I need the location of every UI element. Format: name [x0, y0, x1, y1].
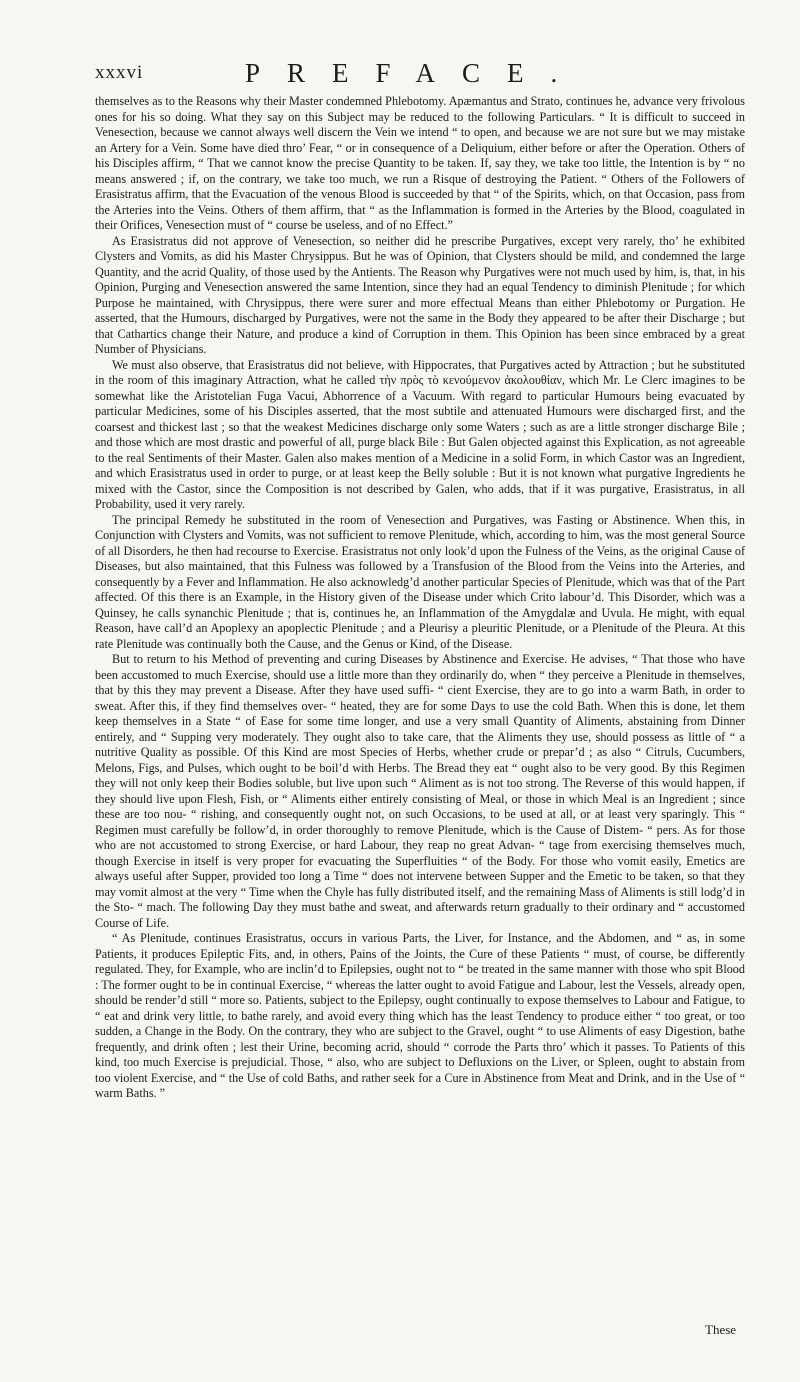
- paragraph: We must also observe, that Erasistratus did not believe, with Hippocrates, that Purgatives acted by Attraction ; but he substituted in the room of this imaginary Attraction, what he called τὴν πρὸς τὸ κενούμενον ἀκολουθίαν, which Mr. Le Clerc imagines to be somewhat like the Aristotelian Fuga Vacui, Abhorrence of a Vacuum. With regard to particular Humours being evacuated by particular Medicines, some of his Disciples asserted, that the most subtile and attenuated Humours were discharged first, and the coarsest and thickest last ; so that the weakest Medicines discharge only some Waters ; such as are a little stronger discharge Bile ; and those which are most drastic and powerful of all, purge black Bile : But Galen objected against this Explication, as not agreeable to the real Sentiments of their Master. Galen also makes mention of a Medicine in a solid Form, in which Castor was an Ingredient, and which Erasistratus used in order to purge, or at least keep the Belly soluble : But it is not known what purgative Ingredients he mixed with the Castor, since the Composition is not described by Galen, who adds, that if it was purgative, Erasistratus, in all Probability, used it very rarely.: [95, 357, 745, 511]
- page-number: xxxvi: [95, 62, 144, 83]
- page-header: [95, 58, 755, 90]
- paragraph: themselves as to the Reasons why their Master condemned Phlebotomy. Apæmantus and Strato, continues he, advance very frivolous ones for his so doing. What they say on this Subject may be reduced to the following Particulars. “ It is difficult to succeed in Venesection, because we cannot always well discern the Vein we intend “ to open, and because we are not sure but we may mistake an Artery for a Vein. Some have died thro’ Fear, “ or in consequence of a Deliquium, either before or after the Operation. Others of his Disciples affirm, “ That we cannot know the precise Quantity to be taken. If, say they, we take too little, the Intention is by “ no means answered ; if, on the contrary, we take too much, we run a Risque of destroying the Patient. “ Others of the Followers of Erasistratus affirm, that the Evacuation of the venous Blood is succeeded by that “ of the Spirits, which, on that Occasion, pass from the Arteries into the Veins. Others of them affirm, that “ as the Inflammation is formed in the Arteries by the Blood, coagulated in their Orifices, Venesection must of “ course be useless, and of no Effect.”: [95, 94, 745, 232]
- paragraph: As Erasistratus did not approve of Venesection, so neither did he prescribe Purgatives, except very rarely, tho’ he exhibited Clysters and Vomits, as did his Master Chrysippus. But he was of Opinion, that Clysters should be mild, and condemned the large Quantity, and the acrid Quality, of those used by the Antients. The Reason why Purgatives were not much used by him, is, that, in his Opinion, Purging and Venesection answered the same Intention, since they had an equal Tendency to diminish Plenitude ; for which Purpose he maintained, with Chrysippus, there were surer and more effectual Means than either Phlebotomy or Purgation. He asserted, that the Humours, discharged by Purgatives, were not the same in the Body they appeared to be after their Discharge ; but that Cathartics change their Nature, and produce a kind of Corruption in them. This Opinion has been since embraced by a great Number of Physicians.: [95, 233, 745, 356]
- catchword: These: [705, 1322, 737, 1337]
- body-text: [95, 94, 745, 1102]
- running-title: PREFACE.: [245, 58, 585, 88]
- paragraph: “ As Plenitude, continues Erasistratus, occurs in various Parts, the Liver, for Instance, and the Abdomen, and “ as, in some Patients, it produces Epileptic Fits, and, in others, Pains of the Joints, the Cure of these Patients “ must, of course, be differently regulated. They, for Example, who are inclin’d to Epilepsies, ought not to “ be treated in the same manner with those who spit Blood : The former ought to be in continual Exercise, “ whereas the latter ought to avoid Fatigue and Labour, lest the Vessels, already open, should be render’d still “ more so. Patients, subject to the Epilepsy, ought continually to expose themselves to Labour and Fatigue, to “ eat and drink very little, to bathe rarely, and avoid every thing which has the least Tendency to produce either “ too great, or too sudden, a Change in the Body. On the contrary, they who are subject to the Gravel, ought “ to use Aliments of easy Digestion, bathe frequently, and drink often ; lest their Urine, becoming acrid, should “ corrode the Parts thro’ which it passes. To Patients of this kind, too much Exercise is prejudicial. Those, “ also, who are subject to Defluxions on the Liver, or Spleen, ought to abstain from too violent Exercise, and “ the Use of cold Baths, and rather seek for a Cure in Abstinence from Meat and Drink, and in the Use of “ warm Baths. ”: [95, 931, 745, 1100]
- paragraph: The principal Remedy he substituted in the room of Venesection and Purgatives, was Fasting or Abstinence. When this, in Conjunction with Clysters and Vomits, was not sufficient to remove Plenitude, which, according to him, was the most general Source of all Disorders, he then had recourse to Exercise. Erasistratus not only look’d upon the Fulness of the Veins, as the original Cause of Diseases, but also maintained, that this Fulness was followed by a Transfusion of the Blood from the Veins into the Arteries, and consequently by a Fever and Inflammation. He also acknowledg’d another particular Species of Plenitude, which was that of the Part affected. Of this there is an Example, in the History given of the Disease under which Crito labour’d. This Disorder, which was a Quinsey, he calls synanchic Plenitude ; that is, continues he, an Inflammation of the Amygdalæ and Uvula. He might, with equal Reason, have call’d an Apoplexy an apoplectic Plenitude ; and a Pleurisy a pleuritic Plenitude, or a Plenitude of the Pleura. At this rate Plenitude was continually both the Cause, and the Genus or Kind, of the Disease.: [95, 512, 745, 651]
- paragraph: But to return to his Method of preventing and curing Diseases by Abstinence and Exercise. He advises, “ That those who have been accustomed to much Exercise, should use a little more than they ordinarily do, when “ they perceive a Plenitude in themselves, that by this they may prevent a Disease. After they have used suffi- “ cient Exercise, they are to go into a warm Bath, in order to sweat. After this, if they find themselves over- “ heated, they are for some Days to use the cold Bath. When this is done, let them keep themselves in a State “ of Ease for some time longer, and use a very small Quantity of Aliments, abstaining from Dinner entirely, and “ Supping very moderately. They ought also to take care, that the Aliments they use, should possess as little of “ a nutritive Quality as possible. Of this Kind are most Species of Herbs, whether crude or prepar’d ; as also “ Citruls, Cucumbers, Melons, Figs, and Pulses, which ought to be boil’d with Herbs. The Bread they eat “ ought also to be very good. By this Regimen they will not only keep their Bodies soluble, but live upon such “ Aliment as is not too strong. The Reverse of this would happen, if they should live upon Flesh, Fish, or “ Aliments either entirely consisting of Meal, or those in which Meal is an Ingredient ; since these are too nou- “ rishing, and consequently ought not, on such Occasions, to be used at all, or at least very sparingly. This “ Regimen must carefully be follow’d, in order thoroughly to remove Plenitude, which is the Cause of Distem- “ pers. As for those who are not accustomed to strong Exercise, or hard Labour, they reap no great Advan- “ tage from exercising themselves much, though Exercise in itself is very proper for evacuating the Superfluities “ of the Body. For those who vomit easily, Emetics are always useful after Supper, provided too long a Time “ does not intervene between Supper and the Emetic to be taken, so that they may vomit almost at the very “ Time when the Chyle has fully distributed itself, and the remaining Mass of Aliments is still lodg’d in the Sto- “ mach. The following Day they must bathe and sweat, and afterwards return gradually to their ordinary and “ accustomed Course of Life.: [95, 652, 745, 930]
